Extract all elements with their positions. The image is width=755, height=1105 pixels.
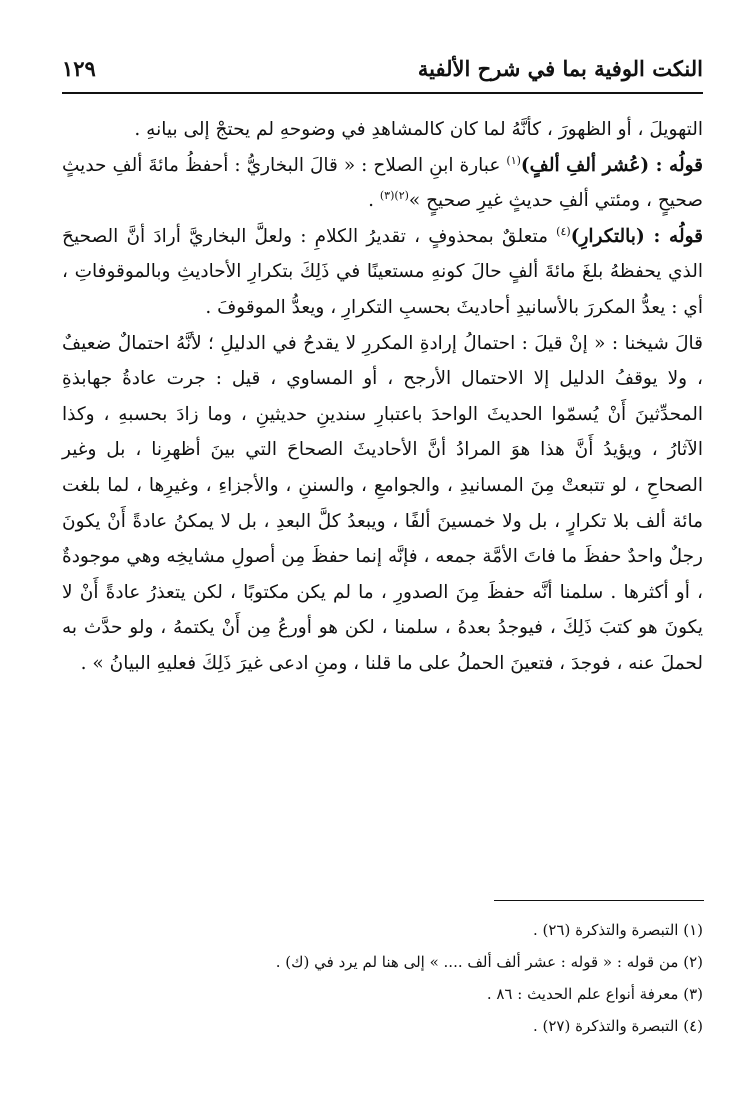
- book-title: النكت الوفية بما في شرح الألفية: [417, 56, 703, 81]
- paragraph-2: [62, 148, 703, 219]
- paragraph-2-text: عبارة ابنِ الصلاح : « قالَ البخاريُّ : أحفظُ مائةَ ألفِ حديثٍ صحيحٍ ، ومئتي ألفِ حديثٍ غيرِ صحيحٍ »: [62, 154, 703, 212]
- footnote-ref-4: (٤): [556, 224, 571, 238]
- paragraph-3: [62, 219, 703, 326]
- lemma-term: عُشر ألفِ ألفٍ: [529, 154, 641, 176]
- footnote-4: (٤) التبصرة والتذكرة (٢٧) .: [532, 1017, 703, 1035]
- lemma-open: قولُه : (: [635, 225, 703, 247]
- main-text: [62, 112, 703, 682]
- footnote-1: (١) التبصرة والتذكرة (٢٦) .: [532, 921, 703, 939]
- footnote-ref-1: (١): [506, 153, 521, 167]
- page-number: ١٢٩: [62, 56, 96, 81]
- lemma-close: ): [520, 154, 530, 176]
- lemma-term: بالتكرارِ: [579, 225, 636, 247]
- paragraph-1: التهويلَ ، أو الظهورَ ، كأنَّهُ لما كان كالمشاهدِ في وضوحهِ لم يحتجْ إلى بيانهِ .: [134, 119, 703, 140]
- paragraph-2-end: .: [368, 190, 380, 212]
- paragraph-4: قالَ شيخنا : « إنْ قيلَ : احتمالُ إرادةِ المكررِ لا يقدحُ في الدليلِ ؛ لأنَّهُ احتمالٌ ضعيفٌ ، ولا يوقفُ الدليل إلا الاحتمال الأرجح ، أو المساوي ، قيل : جرت عادةُ جهابذةِ المحدِّثينَ أَنْ يُسمّوا الحديثَ الواحدَ باعتبارِ سندينِ حديثينِ ، وما زادَ بحسبهِ ، وكذا الآثارُ ، ويؤيدُ أَنَّ هذا هوَ المرادُ أنَّ الأحاديثَ الصحاحَ التي بينَ أظهرِنا ، بل وغير الصحاحِ ، لو تتبعتْ مِنَ المسانيدِ ، والجوامعِ ، والسننِ ، والأجزاءِ ، وغيرِها ، لما بلغت مائة ألف بلا تكرارٍ ، بل ولا خمسينَ ألفًا ، ويبعدُ كلَّ البعدِ ، بل لا يمكنُ عادةً أَنْ يكونَ رجلٌ واحدٌ حفظَ ما فاتَ الأمَّة جمعه ، فإنَّه إنما حفظَ مِن أصولِ مشايخِه وهي موجودةٌ ، أو أكثرها . سلمنا أنَّه حفظَ مِنَ الصدورِ ، ما لم يكن مكتوبًا ، لكن يتعذرُ عادةً أَنْ لا يكونَ هو كتبَ ذَلِكَ ، فيوجدُ بعدهُ ، سلمنا ، لكن هو أورعُ مِن أَنْ يكتمهُ ، ولو حدَّث به لحملَ عنه ، فوجدَ ، فتعينَ الحملُ على ما قلنا ، ومنِ ادعى غيرَ ذَلِكَ فعليهِ البيانُ » .: [62, 332, 703, 674]
- footnote-2: (٢) من قوله : « قوله : عشر ألف ألف .... » إلى هنا لم يرد في (ك) .: [275, 953, 703, 971]
- footnote-ref-2-3: (٢)(٣): [379, 189, 409, 203]
- paragraph-3-text: متعلقٌ بمحذوفٍ ، تقديرُ الكلامِ : ولعلَّ البخاريَّ أرادَ أنَّ الصحيحَ الذي يحفظهُ بلغَ مائةَ ألفٍ حالَ كونهِ مستعينًا في ذَلِكَ بتكرارِ الأحاديثِ وبالموقوفاتِ ، أي : يعدُّ المكررَ بالأسانيدِ أحاديثَ بحسبِ التكرارِ ، ويعدُّ الموقوفَ .: [62, 225, 703, 318]
- running-header: [62, 52, 703, 94]
- footnotes: [62, 914, 703, 1042]
- footnote-3: (٣) معرفة أنواع علم الحديث : ٨٦ .: [486, 985, 703, 1003]
- footnote-divider: [494, 900, 704, 901]
- lemma-close: ): [570, 225, 580, 247]
- lemma-open: قولُه : (: [640, 154, 703, 176]
